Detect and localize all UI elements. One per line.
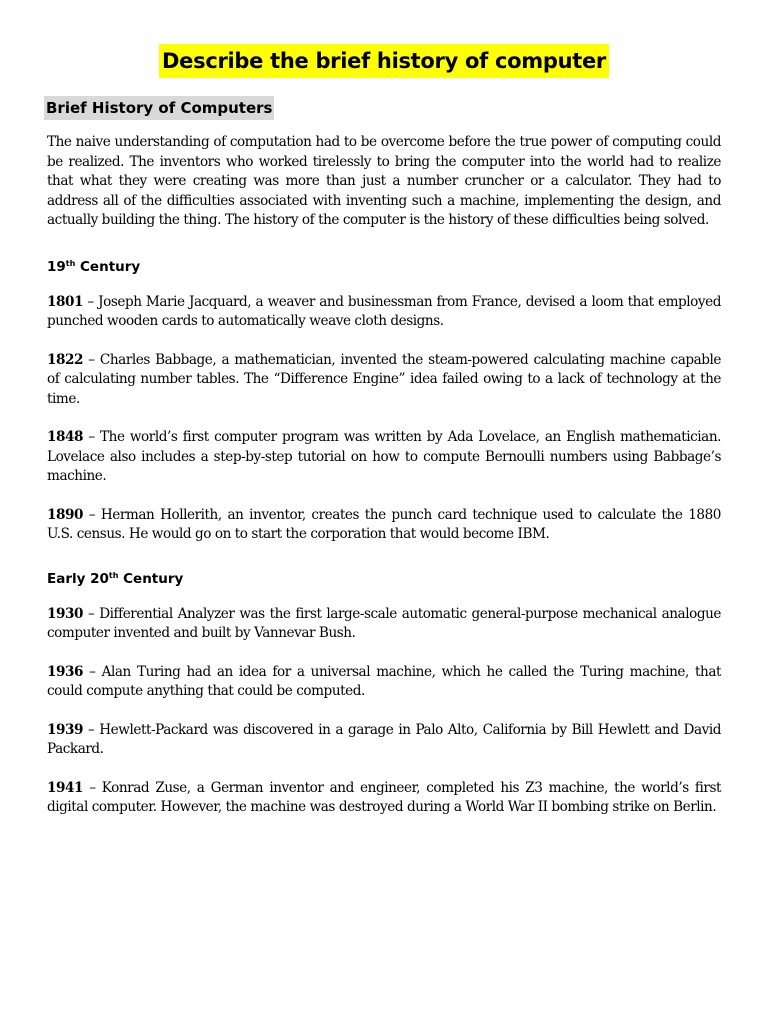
timeline-entry	[47, 779, 721, 818]
entry-text: – Joseph Marie Jacquard, a weaver and businessman from France, devised a loom that employed punched wooden cards to automatically weave cloth designs.	[47, 293, 721, 329]
timeline-entry	[47, 351, 721, 410]
entry-text: – Alan Turing had an idea for a universal machine, which he called the Turing machine, that could compute anything that could be computed.	[47, 663, 721, 699]
entry-year: 1936	[47, 663, 84, 680]
entry-year: 1801	[47, 293, 84, 310]
section-subtitle: Brief History of Computers	[44, 96, 274, 120]
timeline-entry	[47, 506, 721, 545]
entry-text: – Charles Babbage, a mathematician, invented the steam-powered calculating machine capable of calculating number tables. The “Difference Engine” idea failed owing to a lack of technology at the time.	[47, 351, 721, 407]
timeline-entry	[47, 605, 721, 644]
heading-number: Early 20	[47, 570, 109, 587]
intro-paragraph: The naive understanding of computation had to be overcome before the true power of computing could be realized. The inventors who worked tirelessly to bring the computer into the world had to realize that what they were creating was more than just a number cruncher or a calculator. They had to address all of the difficulties associated with inventing such a machine, implementing the design, and actually building the thing. The history of the computer is the history of these difficulties being solved.	[47, 134, 721, 228]
entry-year: 1939	[47, 721, 84, 738]
century-heading-early-20th	[47, 568, 721, 590]
entry-year: 1890	[47, 506, 84, 523]
entry-text: – Differential Analyzer was the first large-scale automatic general-purpose mechanical analogue computer invented and built by Vannevar Bush.	[47, 605, 721, 641]
timeline-entry	[47, 428, 721, 487]
subtitle-wrap	[47, 96, 721, 120]
entry-year: 1822	[47, 351, 84, 368]
entry-year: 1930	[47, 605, 84, 622]
timeline-entry	[47, 721, 721, 760]
entry-year: 1848	[47, 429, 84, 445]
century-heading-19th	[47, 256, 721, 278]
entry-text: – Hewlett-Packard was discovered in a garage in Palo Alto, California by Bill Hewlett and David Packard.	[47, 721, 721, 757]
timeline-entry	[47, 293, 721, 332]
title-wrap	[47, 44, 721, 78]
timeline-entry	[47, 663, 721, 702]
heading-superscript: th	[108, 570, 119, 580]
entry-text: – Konrad Zuse, a German inventor and engineer, completed his Z3 machine, the world’s first digital computer. However, the machine was destroyed during a World War II bombing strike on Berlin.	[47, 779, 721, 815]
heading-rest: Century	[75, 258, 141, 275]
heading-number: 19	[47, 258, 66, 275]
document-title: Describe the brief history of computer	[159, 44, 609, 78]
entry-text: – Herman Hollerith, an inventor, creates the punch card technique used to calculate the 1880 U.S. census. He would go on to start the corporation that would become IBM.	[47, 506, 721, 542]
entry-year: 1941	[47, 779, 84, 796]
heading-rest: Century	[118, 570, 184, 587]
entry-text: – The world’s first computer program was written by Ada Lovelace, an English mathematician. Lovelace also includes a step-by-step tutorial on how to compute Bernoulli numbers using Babbage’s machine.	[47, 429, 721, 484]
heading-superscript: th	[65, 258, 76, 268]
